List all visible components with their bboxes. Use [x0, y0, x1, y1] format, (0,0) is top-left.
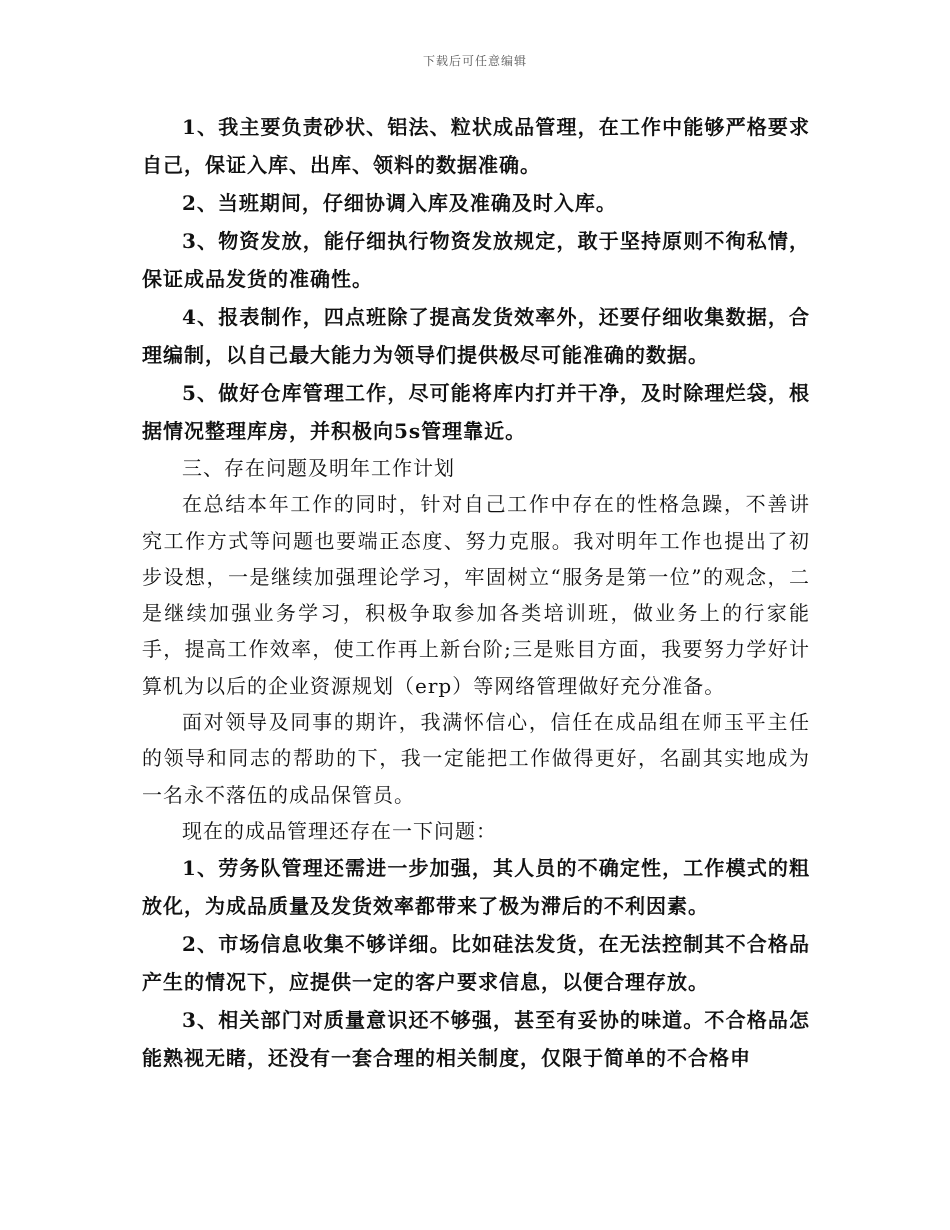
list-item-paragraph: 2、当班期间，仔细协调入库及准确及时入库。: [182, 191, 617, 215]
body-paragraph: 在总结本年工作的同时，针对自己工作中存在的性格急躁，不善讲究工作方式等问题也要端正态度、努力克服。我对明年工作也提出了初步设想，一是继续加强理论学习，牢固树立“服务是第一位”的观念，二是继续加强业务学习，积极争取参加各类培训班，做业务上的行家能手，提高工作效率，使工作再上新台阶;三是账目方面，我要努力学好计算机为以后的企业资源规划（erp）等网络管理做好充分准备。: [142, 492, 810, 698]
list-item-paragraph: 3、物资发放，能仔细执行物资发放规定，敢于坚持原则不徇私情，保证成品发货的准确性。: [142, 229, 810, 291]
body-paragraph: 现在的成品管理还存在一下问题：: [182, 818, 497, 843]
list-item-paragraph: 5、做好仓库管理工作，尽可能将库内打并干净，及时除理烂袋，根据情况整理库房，并积极向5s管理靠近。: [142, 381, 810, 443]
list-item-paragraph: 1、劳务队管理还需进一步加强，其人员的不确定性，工作模式的粗放化，为成品质量及发货效率都带来了极为滞后的不利因素。: [142, 856, 810, 919]
document-body: [142, 108, 810, 1077]
list-item-paragraph: 4、报表制作，四点班除了提高发货效率外，还要仔细收集数据，合理编制，以自己最大能力为领导们提供极尽可能准确的数据。: [142, 305, 810, 367]
list-item-paragraph: 3、相关部门对质量意识还不够强，甚至有妥协的味道。不合格品怎能熟视无睹，还没有一套合理的相关制度，仅限于简单的不合格申: [142, 1008, 810, 1071]
body-paragraph: 面对领导及同事的期许，我满怀信心，信任在成品组在师玉平主任的领导和同志的帮助的下，我一定能把工作做得更好，名副其实地成为一名永不落伍的成品保管员。: [142, 710, 810, 807]
list-item-paragraph: 1、我主要负责砂状、铝法、粒状成品管理，在工作中能够严格要求自己，保证入库、出库、领料的数据准确。: [142, 115, 810, 177]
page-header: 下载后可任意编辑: [422, 54, 527, 68]
body-paragraph: 三、存在问题及明年工作计划: [182, 456, 455, 480]
list-item-paragraph: 2、市场信息收集不够详细。比如硅法发货，在无法控制其不合格品产生的情况下，应提供一定的客户要求信息，以便合理存放。: [142, 932, 810, 995]
